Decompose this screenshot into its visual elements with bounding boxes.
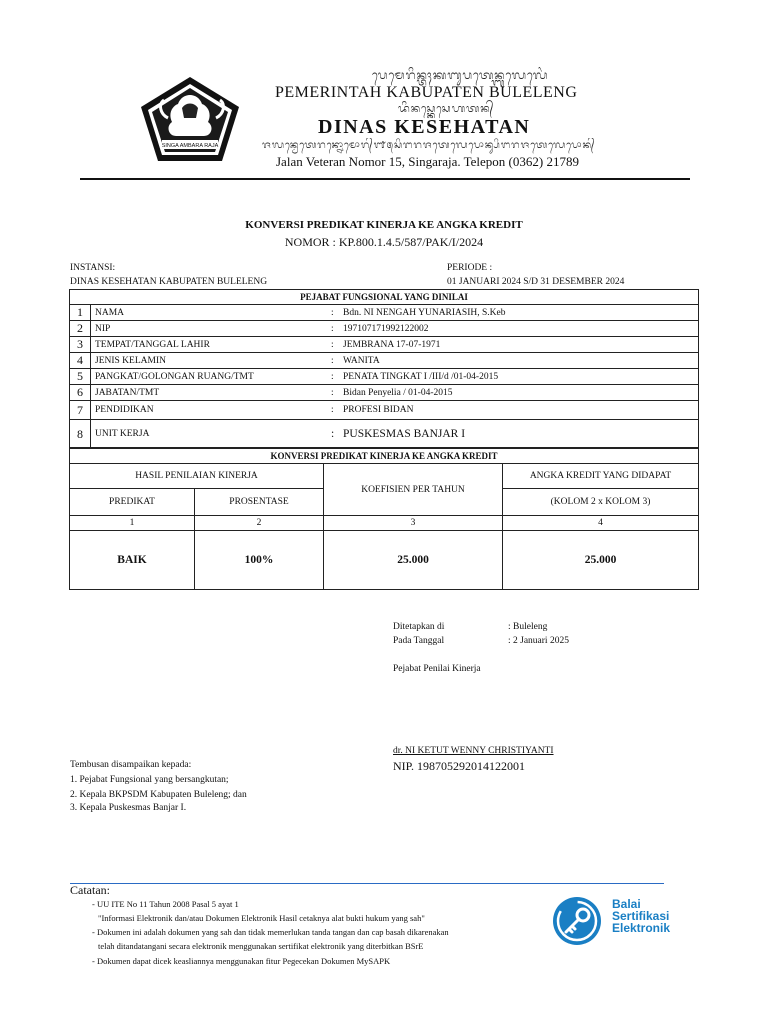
signer-nip: NIP. 198705292014122001 <box>393 759 526 773</box>
col-prosentase: PROSENTASE <box>195 489 324 516</box>
education-value: PROFESI BIDAN <box>343 405 414 415</box>
row-value: : WANITA <box>327 353 699 369</box>
table-row <box>70 420 699 449</box>
row-label: UNIT KERJA <box>91 420 328 449</box>
tanggal-label: Pada Tanggal <box>393 636 445 646</box>
col-formula: (KOLOM 2 x KOLOM 3) <box>503 489 699 516</box>
bsre-text-line-2: Sertifikasi <box>612 909 670 923</box>
row-value: : 197107171992122002 <box>327 321 699 337</box>
catatan-line-5: - Dokumen dapat dicek keasliannya menggunakan fitur Pegecekan Dokumen MySAPK <box>92 956 391 966</box>
catatan-title: Catatan: <box>70 883 110 897</box>
row-label: PANGKAT/GOLONGAN RUANG/TMT <box>91 369 328 385</box>
department-address: Jalan Veteran Nomor 15, Singaraja. Telepon (0362) 21789 <box>276 154 579 169</box>
birth-value: JEMBRANA 17-07-1971 <box>343 339 441 350</box>
document-title: KONVERSI PREDIKAT KINERJA KE ANGKA KREDIT <box>245 219 523 231</box>
document-number: NOMOR : KP.800.1.4.5/587/PAK/I/2024 <box>284 235 484 249</box>
prosentase-value: 100% <box>195 531 324 590</box>
catatan-line-3: - Dokumen ini adalah dokumen yang sah dan tidak memerlukan tanda tangan dan cap basah dikarenakan <box>92 927 449 937</box>
ditetapkan-value: : Buleleng <box>508 622 548 632</box>
rank-value: PENATA TINGKAT I /III/d /01-04-2015 <box>343 371 499 382</box>
nip-value: 197107171992122002 <box>343 323 429 334</box>
col-hasil: HASIL PENILAIAN KINERJA <box>70 464 324 489</box>
tanggal-value: : 2 Januari 2025 <box>508 636 569 646</box>
letterhead-divider <box>80 178 690 180</box>
official-table <box>69 289 699 449</box>
department-name: DINAS KESEHATAN <box>318 116 531 138</box>
tembusan-item-1: 1. Pejabat Fungsional yang bersangkutan; <box>70 775 229 785</box>
row-label: JABATAN/TMT <box>91 385 328 401</box>
table-row <box>70 353 699 369</box>
catatan-line-4: telah ditandatangani secara elektronik menggunakan sertifikat elektronik yang diterbitkan BSrE <box>98 941 424 951</box>
ditetapkan-label: Ditetapkan di <box>393 622 445 632</box>
tembusan-item-2: 2. Kepala BKPSDM Kabupaten Buleleng; dan <box>70 790 247 800</box>
table-row <box>70 337 699 353</box>
balinese-script-line-2: ᬤᬶᬦᬲ᭄ᬓᬾᬲᬾᬳᬢᬦ᭄ <box>398 102 495 115</box>
logo-banner-text: SINGA AMBARA RAJA <box>161 143 219 149</box>
col-predikat: PREDIKAT <box>70 489 195 516</box>
col-index-1: 1 <box>70 516 195 531</box>
instansi-label: INSTANSI: <box>70 263 116 273</box>
conversion-table-header: KONVERSI PREDIKAT KINERJA KE ANGKA KREDIT <box>70 448 699 464</box>
row-value: : PUSKESMAS BANJAR I <box>327 420 699 449</box>
position-value: Bidan Penyelia / 01-04-2015 <box>343 387 453 398</box>
row-value: : JEMBRANA 17-07-1971 <box>327 337 699 353</box>
tembusan-title: Tembusan disampaikan kepada: <box>70 760 192 770</box>
table-row <box>70 385 699 401</box>
conversion-table <box>69 447 699 590</box>
row-number: 1 <box>70 305 91 321</box>
col-index-4: 4 <box>503 516 699 531</box>
instansi-value: DINAS KESEHATAN KABUPATEN BULELENG <box>70 277 268 287</box>
row-number: 8 <box>70 420 91 449</box>
gender-value: WANITA <box>343 355 380 366</box>
catatan-divider <box>70 883 664 884</box>
signer-name: dr. NI KETUT WENNY CHRISTIYANTI <box>393 746 554 756</box>
row-label: NIP <box>91 321 328 337</box>
row-number: 7 <box>70 401 91 420</box>
periode-label: PERIODE : <box>447 263 493 273</box>
government-name: PEMERINTAH KABUPATEN BULELENG <box>275 84 578 101</box>
row-number: 6 <box>70 385 91 401</box>
table-row <box>70 321 699 337</box>
col-index-3: 3 <box>324 516 503 531</box>
row-value: : PROFESI BIDAN <box>327 401 699 420</box>
unit-value: PUSKESMAS BANJAR I <box>343 428 466 440</box>
koefisien-value: 25.000 <box>324 531 503 590</box>
buleleng-coat-of-arms-icon <box>138 74 242 164</box>
row-label: TEMPAT/TANGGAL LAHIR <box>91 337 328 353</box>
row-value: : Bidan Penyelia / 01-04-2015 <box>327 385 699 401</box>
row-number: 2 <box>70 321 91 337</box>
row-value: : Bdn. NI NENGAH YUNARIASIH, S.Keb <box>327 305 699 321</box>
predikat-value: BAIK <box>70 531 195 590</box>
signer-role: Pejabat Penilai Kinerja <box>393 664 481 674</box>
bsre-text-line-3: Elektronik <box>612 921 671 935</box>
row-value: : PENATA TINGKAT I /III/d /01-04-2015 <box>327 369 699 385</box>
col-index-2: 2 <box>195 516 324 531</box>
angka-kredit-value: 25.000 <box>503 531 699 590</box>
row-label: JENIS KELAMIN <box>91 353 328 369</box>
table-row <box>70 305 699 321</box>
row-number: 4 <box>70 353 91 369</box>
table-row <box>70 401 699 420</box>
tembusan-item-3: 3. Kepala Puskesmas Banjar I. <box>70 803 187 813</box>
balinese-script-line-3: ᬚᬮᬦ᭄ᬯᬾᬢᬾᬭᬦ᭄ᬦᭀᬫᭀᬭ᭄᭑᭕ᬲᬶᬗᬭᬚᬢᬾᬮᬾᬧᭀᬦ᭄ᬲᬶᬗᬭᬚᬢᬾᬮᬾᬧᭀᬦ᭄ <box>262 140 596 151</box>
col-koefisien: KOEFISIEN PER TAHUN <box>324 464 503 516</box>
table-row <box>70 369 699 385</box>
row-number: 3 <box>70 337 91 353</box>
catatan-line-2: "Informasi Elektronik dan/atau Dokumen Elektronik Hasil cetaknya alat bukti hukum yang sah" <box>98 913 425 923</box>
catatan-line-1: - UU ITE No 11 Tahun 2008 Pasal 5 ayat 1 <box>92 899 239 909</box>
bsre-text-line-1: Balai <box>612 897 641 911</box>
row-label: PENDIDIKAN <box>91 401 328 420</box>
row-label: NAMA <box>91 305 328 321</box>
col-angka: ANGKA KREDIT YANG DIDAPAT <box>503 464 699 489</box>
row-number: 5 <box>70 369 91 385</box>
bsre-key-icon <box>552 896 602 946</box>
periode-value: 01 JANUARI 2024 S/D 31 DESEMBER 2024 <box>447 277 625 287</box>
official-table-header: PEJABAT FUNGSIONAL YANG DINILAI <box>70 290 699 305</box>
nama-value: Bdn. NI NENGAH YUNARIASIH, S.Keb <box>343 307 506 318</box>
balinese-script-line-1: ᬧᬾᬫᬾᬭᬶᬦ᭄ᬢᬄᬓᬩᬸᬧᬢᬾᬦ᭄ᬩᬸᬮᬾᬮᬾᬂ <box>372 68 549 82</box>
